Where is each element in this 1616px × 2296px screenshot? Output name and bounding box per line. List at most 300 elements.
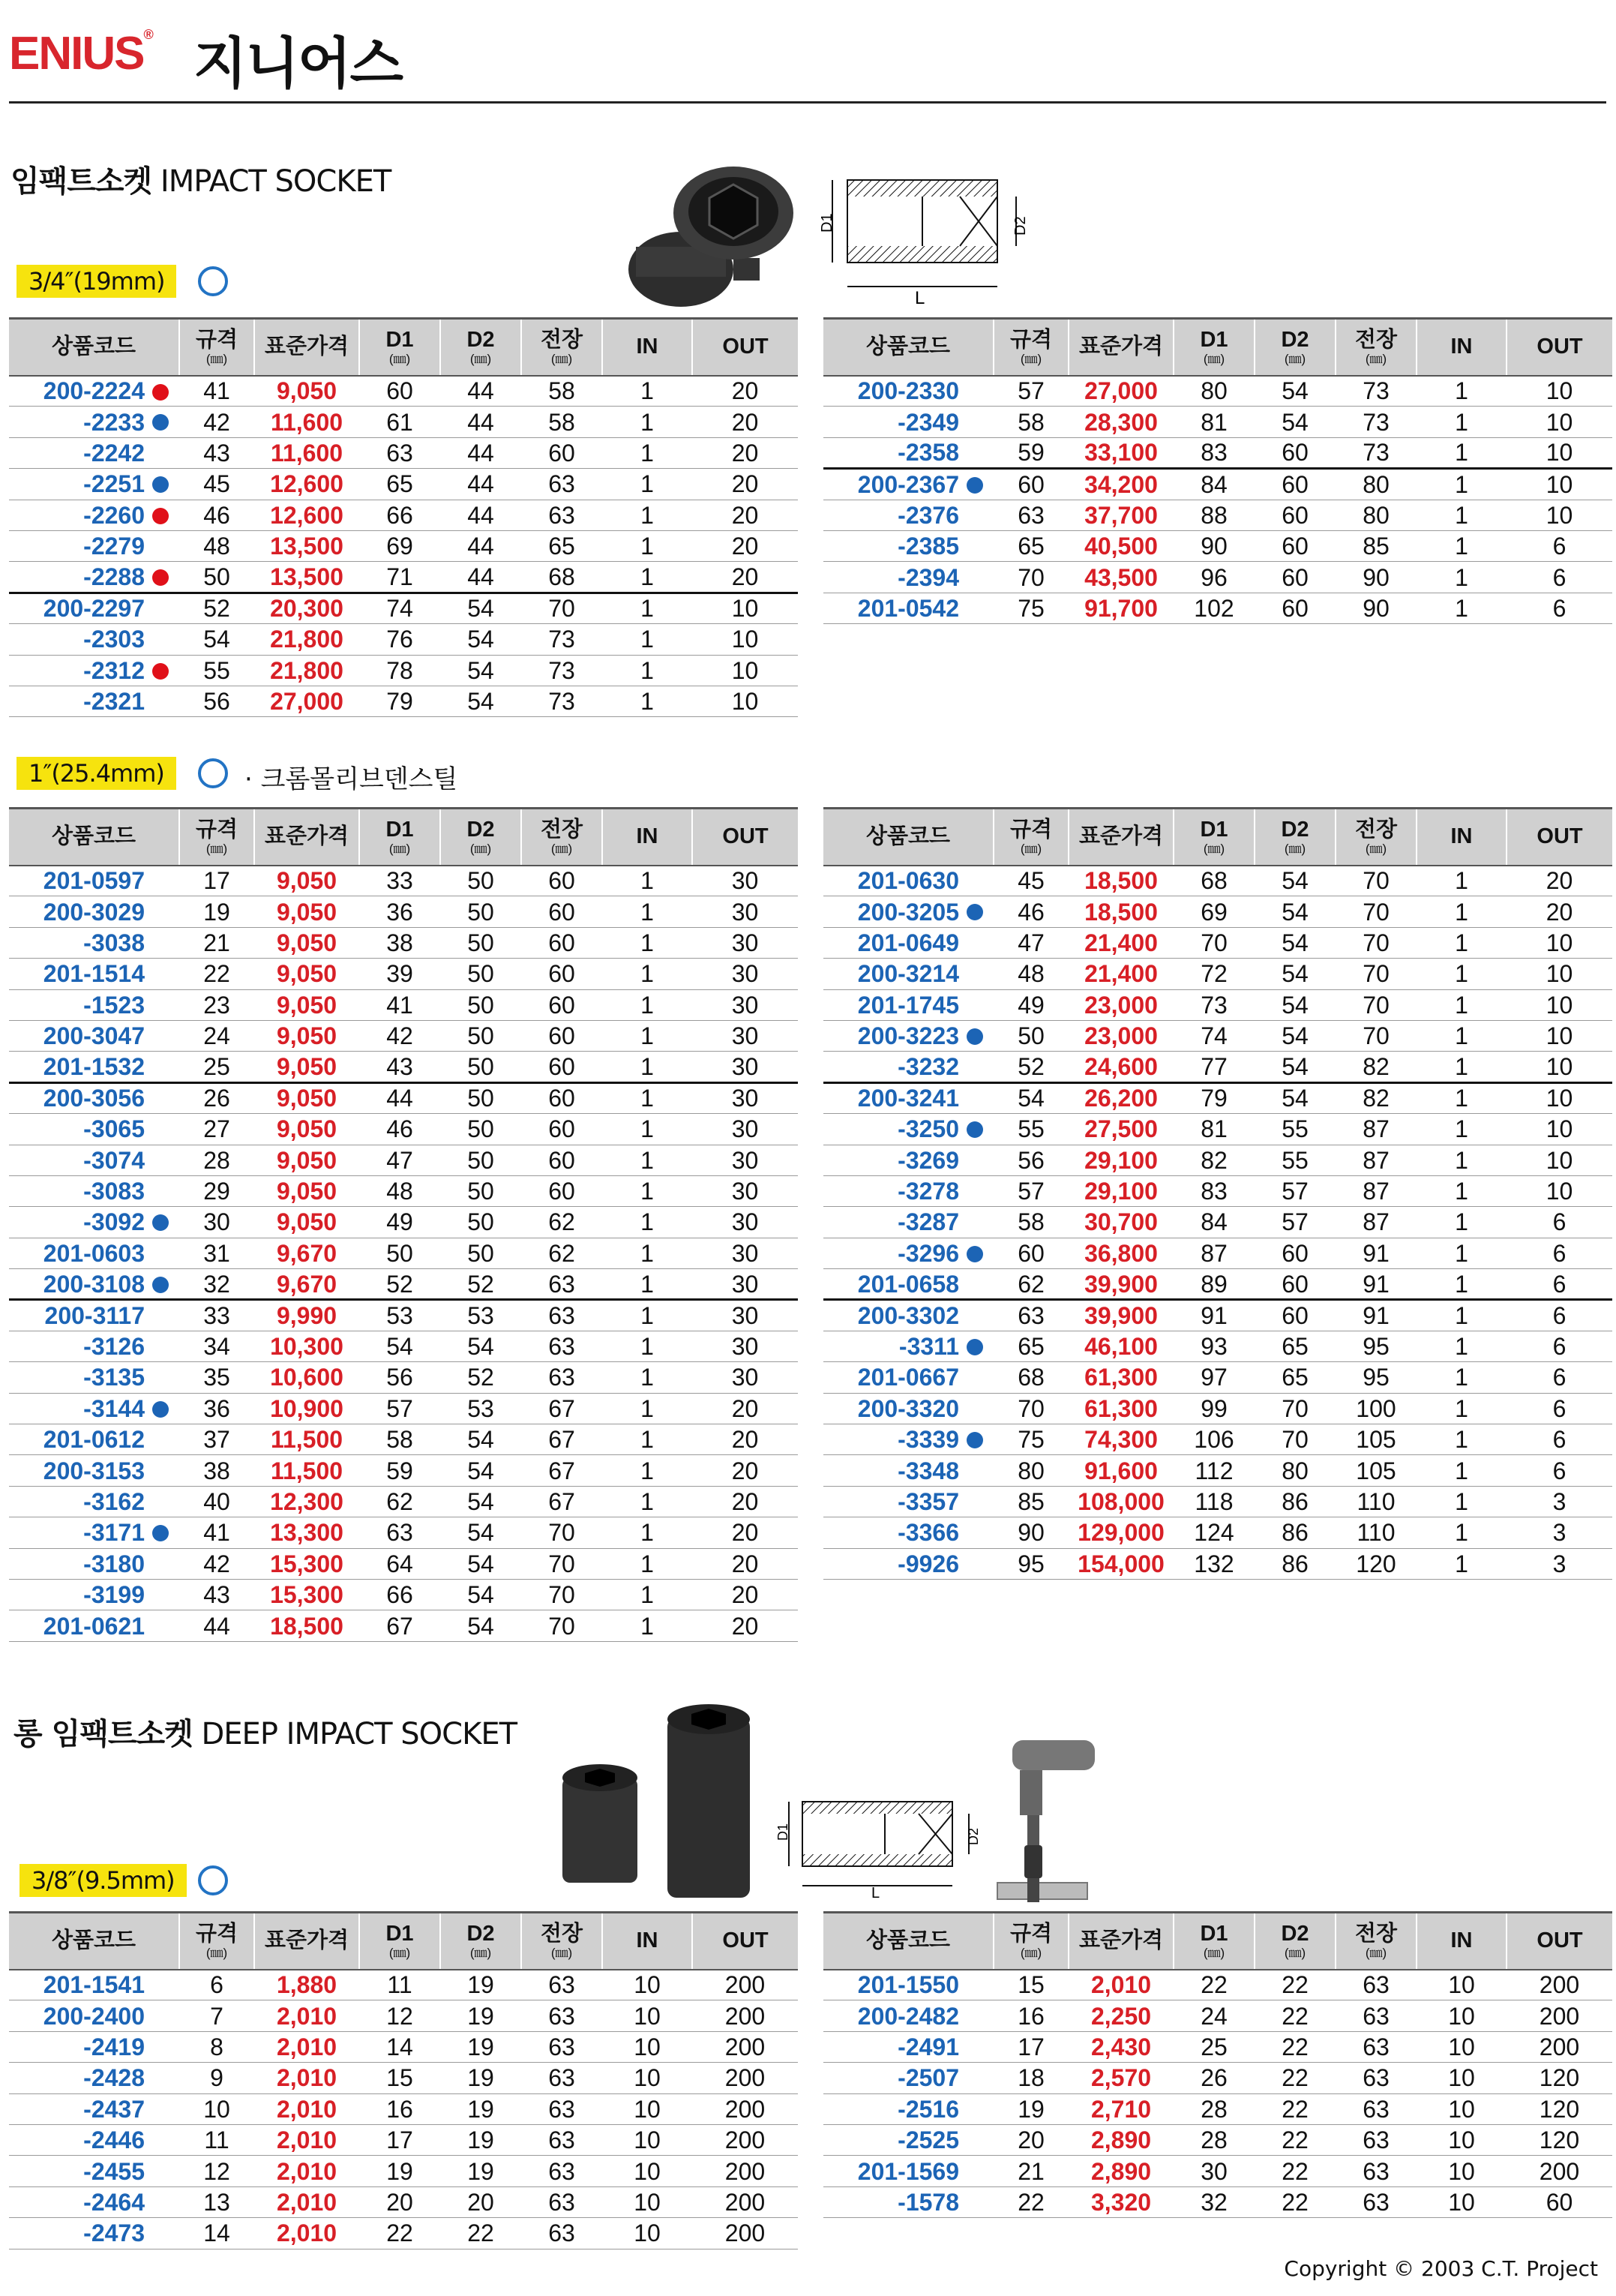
column-header-d1 <box>359 1913 440 1970</box>
cell-code <box>823 1052 994 1082</box>
cell-value: 201-0542 <box>857 594 959 622</box>
cell-value: 54 <box>1282 991 1309 1019</box>
cell-value: -3162 <box>83 1488 145 1515</box>
cell-value: 21,400 <box>1084 929 1158 956</box>
cell-value: 27,000 <box>270 688 343 716</box>
column-header-code <box>823 809 994 866</box>
table-row <box>9 2000 798 2031</box>
cell-value: 54 <box>1282 1053 1309 1081</box>
table-row <box>9 562 798 593</box>
table-row <box>823 1455 1612 1486</box>
cell-value: -2303 <box>83 626 145 653</box>
cell-value: 86 <box>1282 1488 1309 1515</box>
cell-out <box>1507 1020 1612 1051</box>
cell-value: 20,300 <box>270 595 343 623</box>
cell-size <box>994 959 1069 989</box>
column-unit-label: (㎜) <box>1020 1945 1042 1960</box>
cell-length <box>521 437 602 468</box>
deep-socket-illustration <box>555 1703 765 1905</box>
cell-value: 87 <box>1363 1178 1390 1205</box>
cell-out <box>692 686 798 716</box>
table-row <box>9 469 798 500</box>
cell-length <box>1336 1114 1417 1145</box>
cell-value: 27 <box>203 1115 230 1143</box>
cell-value: 65 <box>1282 1364 1309 1391</box>
cell-value: -3366 <box>898 1519 959 1547</box>
cell-value: 10 <box>634 2064 661 2092</box>
cell-in <box>1417 1082 1507 1113</box>
cell-value: 200-2482 <box>857 2002 959 2030</box>
cell-d2 <box>1255 1207 1336 1238</box>
cell-in <box>602 927 692 958</box>
cell-size <box>994 1362 1069 1393</box>
cell-length <box>521 2031 602 2062</box>
cell-d1 <box>1174 562 1255 593</box>
cell-value: -3180 <box>83 1550 145 1577</box>
cell-value: 110 <box>1357 1519 1396 1547</box>
cell-in <box>1417 1970 1507 2000</box>
table-row <box>823 1548 1612 1579</box>
cell-code <box>823 2093 994 2124</box>
column-unit-label: (㎜) <box>1284 351 1306 366</box>
cell-value: 54 <box>467 1426 494 1454</box>
cell-value: 91,600 <box>1084 1457 1158 1484</box>
cell-value: 1 <box>640 1519 654 1547</box>
cell-value: 1 <box>1455 929 1468 956</box>
cell-code <box>823 593 994 623</box>
column-header-size <box>179 319 254 376</box>
cell-value: -2321 <box>83 688 145 716</box>
cell-d2 <box>440 1114 521 1145</box>
cell-value: -2491 <box>898 2033 959 2060</box>
cell-size <box>179 655 254 686</box>
cell-value: 60 <box>548 867 575 895</box>
cell-value: 10 <box>634 2157 661 2185</box>
cell-d1 <box>1174 866 1255 896</box>
cell-value: 10 <box>731 626 759 653</box>
cell-out <box>692 2031 798 2062</box>
cell-length <box>521 1517 602 1548</box>
section-2-size-tag: 1″(25.4mm) <box>16 757 176 790</box>
cell-d1 <box>359 1548 440 1579</box>
cell-value: 1 <box>1455 563 1468 591</box>
cell-value: 58 <box>548 377 575 405</box>
table-row <box>823 2156 1612 2186</box>
cell-value: 70 <box>1201 929 1228 956</box>
cell-value: 77 <box>1201 1053 1228 1081</box>
column-header-label: 상품코드 <box>865 335 951 359</box>
cell-in <box>1417 2063 1507 2093</box>
cell-price <box>254 1300 359 1331</box>
cell-d2 <box>1255 1970 1336 2000</box>
cell-d2 <box>440 2218 521 2249</box>
cell-value: 9,670 <box>276 1239 337 1267</box>
cell-value: 10 <box>1546 501 1573 529</box>
cell-code <box>9 1548 179 1579</box>
column-unit-label: (㎜) <box>1365 841 1387 856</box>
column-unit-label: (㎜) <box>388 841 411 856</box>
column-header-price <box>254 1913 359 1970</box>
cell-value: 1 <box>640 1550 654 1577</box>
column-unit-label: (㎜) <box>205 841 228 856</box>
cell-d1 <box>359 1331 440 1361</box>
cell-size <box>179 407 254 437</box>
cell-value: 91 <box>1363 1302 1390 1330</box>
table-row <box>823 469 1612 500</box>
cell-value: -2260 <box>83 501 145 529</box>
cell-d1 <box>359 1424 440 1455</box>
column-header-label: OUT <box>1537 824 1583 849</box>
cell-in <box>602 2156 692 2186</box>
cell-value: 1,880 <box>276 1971 337 1999</box>
cell-value: 1 <box>640 1612 654 1640</box>
cell-value: 10 <box>1546 1053 1573 1081</box>
cell-price <box>254 1610 359 1641</box>
cell-d1 <box>359 2093 440 2124</box>
cell-value: 2,010 <box>276 2064 337 2092</box>
column-unit-label: (㎜) <box>1020 841 1042 856</box>
table-row <box>9 1362 798 1393</box>
cell-value: 40,500 <box>1084 533 1158 560</box>
cell-d2 <box>440 989 521 1020</box>
table-row <box>9 927 798 958</box>
cell-value: 15 <box>386 2064 413 2092</box>
column-header-length <box>1336 1913 1417 1970</box>
cell-value: 19 <box>467 2095 494 2123</box>
cell-d1 <box>359 407 440 437</box>
cell-value: 10 <box>731 595 759 623</box>
cell-value: 201-0612 <box>43 1426 145 1454</box>
column-header-price <box>254 809 359 866</box>
cell-out <box>692 1331 798 1361</box>
cell-length <box>521 1269 602 1300</box>
cell-value: 61 <box>386 408 413 436</box>
cell-size <box>179 1020 254 1051</box>
cell-value: 132 <box>1194 1550 1234 1577</box>
cell-value: 2,010 <box>276 2126 337 2154</box>
cell-value: 52 <box>1018 1053 1045 1081</box>
cell-code <box>9 407 179 437</box>
cell-value: 86 <box>1282 1550 1309 1577</box>
cell-value: 50 <box>467 1053 494 1081</box>
cell-value: 60 <box>548 898 575 926</box>
cell-value: 60 <box>1282 1239 1309 1267</box>
cell-value: 1 <box>640 991 654 1019</box>
cell-value: 10 <box>731 688 759 716</box>
cell-size <box>179 989 254 1020</box>
cell-value: 200-2400 <box>43 2002 145 2030</box>
cell-price <box>1069 437 1174 468</box>
cell-size <box>994 1331 1069 1361</box>
cell-value: 2,570 <box>1090 2064 1152 2092</box>
cell-value: 13,500 <box>270 563 343 591</box>
column-header-length <box>521 809 602 866</box>
cell-value: 37 <box>203 1426 230 1454</box>
cell-d2 <box>440 1300 521 1331</box>
cell-size <box>179 1362 254 1393</box>
cell-value: -2279 <box>83 533 145 560</box>
cell-d1 <box>359 655 440 686</box>
cell-code <box>823 2156 994 2186</box>
cell-value: 9,050 <box>276 1115 337 1143</box>
cell-value: 84 <box>1201 470 1228 498</box>
table-row <box>823 1175 1612 1206</box>
cell-value: 10 <box>1546 377 1573 405</box>
cell-value: 54 <box>467 1519 494 1547</box>
cell-size <box>994 1114 1069 1145</box>
cell-value: 43 <box>386 1053 413 1081</box>
cell-d1 <box>1174 1362 1255 1393</box>
cell-d1 <box>359 376 440 407</box>
cell-length <box>521 1455 602 1486</box>
table-row <box>9 2063 798 2093</box>
cell-code <box>9 896 179 927</box>
cell-value: 54 <box>467 1581 494 1609</box>
cell-value: 201-0603 <box>43 1239 145 1267</box>
cell-d1 <box>359 2156 440 2186</box>
cell-in <box>602 469 692 500</box>
cell-out <box>1507 437 1612 468</box>
cell-size <box>179 624 254 655</box>
cell-in <box>602 989 692 1020</box>
cell-value: 73 <box>1363 377 1390 405</box>
cell-value: 10 <box>1448 2033 1475 2060</box>
cell-value: 91 <box>1363 1270 1390 1298</box>
cell-value: 201-1514 <box>43 960 145 988</box>
cell-price <box>254 2218 359 2249</box>
cell-in <box>602 2093 692 2124</box>
cell-value: 70 <box>1363 898 1390 926</box>
cell-value: 6 <box>1552 533 1567 560</box>
cell-price <box>1069 1207 1174 1238</box>
table-row <box>823 2000 1612 2031</box>
cell-value: 42 <box>203 408 230 436</box>
cell-value: 28 <box>203 1146 230 1174</box>
cell-code <box>9 562 179 593</box>
cell-d2 <box>440 2031 521 2062</box>
cell-value: 63 <box>548 2002 575 2030</box>
cell-value: 30 <box>1201 2157 1228 2185</box>
cell-value: 96 <box>1201 563 1228 591</box>
cell-d1 <box>1174 1331 1255 1361</box>
cell-size <box>179 1579 254 1610</box>
cell-value: 43 <box>203 1581 230 1609</box>
cell-code <box>9 1207 179 1238</box>
cell-value: 30 <box>731 1239 759 1267</box>
table-row <box>823 1486 1612 1517</box>
cell-value: 1 <box>640 1146 654 1174</box>
cell-value: 30,700 <box>1084 1208 1158 1236</box>
cell-value: 19 <box>467 1971 494 1999</box>
cell-price <box>254 469 359 500</box>
column-header-size <box>179 809 254 866</box>
cell-d2 <box>1255 2063 1336 2093</box>
cell-code <box>823 1269 994 1300</box>
cell-value: 54 <box>1282 867 1309 895</box>
cell-d1 <box>359 866 440 896</box>
section-2-table-right <box>823 807 1612 1580</box>
cell-out <box>1507 1486 1612 1517</box>
cell-value: 10 <box>1546 470 1573 498</box>
cell-value: 52 <box>386 1270 413 1298</box>
cell-value: 43 <box>203 439 230 467</box>
cell-value: -2251 <box>83 470 145 498</box>
cell-value: 10 <box>1546 929 1573 956</box>
cell-value: 32 <box>203 1270 230 1298</box>
cell-in <box>1417 2124 1507 2155</box>
cell-code <box>823 2124 994 2155</box>
cell-size <box>994 469 1069 500</box>
cell-value: 200 <box>1539 2033 1580 2060</box>
cell-value: 54 <box>1018 1085 1045 1112</box>
cell-value: 54 <box>203 626 230 653</box>
cell-length <box>521 1238 602 1268</box>
cell-d2 <box>440 1331 521 1361</box>
red-dot-icon <box>152 508 169 524</box>
cell-price <box>1069 1300 1174 1331</box>
cell-out <box>1507 927 1612 958</box>
cell-length <box>1336 1175 1417 1206</box>
table-row <box>9 1082 798 1113</box>
column-header-label: D1 <box>385 1921 414 1946</box>
cell-size <box>179 2093 254 2124</box>
cell-value: 28 <box>1201 2095 1228 2123</box>
cell-length <box>521 2186 602 2217</box>
cell-value: 33 <box>386 867 413 895</box>
cell-value: 1 <box>1455 991 1468 1019</box>
cell-d2 <box>1255 2156 1336 2186</box>
column-header-label: OUT <box>1537 1928 1583 1953</box>
column-header-label: IN <box>1450 1928 1473 1953</box>
cell-d2 <box>1255 1362 1336 1393</box>
table-row <box>9 866 798 896</box>
cell-size <box>179 2031 254 2062</box>
cell-length <box>1336 1052 1417 1082</box>
table-row <box>9 1175 798 1206</box>
cell-value: 63 <box>1363 2002 1390 2030</box>
cell-in <box>602 1393 692 1424</box>
cell-value: 30 <box>731 1022 759 1050</box>
cell-d2 <box>440 1486 521 1517</box>
cell-d1 <box>359 530 440 561</box>
cell-price <box>254 1579 359 1610</box>
table-row <box>823 896 1612 927</box>
cell-value: 45 <box>1018 867 1045 895</box>
cell-value: 2,010 <box>276 2002 337 2030</box>
blue-dot-icon <box>967 1246 983 1262</box>
cell-code <box>823 1517 994 1548</box>
cell-value: 20 <box>731 1612 759 1640</box>
cell-value: 44 <box>467 533 494 560</box>
cell-size <box>179 1207 254 1238</box>
cell-d1 <box>1174 1517 1255 1548</box>
cell-value: 60 <box>548 439 575 467</box>
cell-in <box>602 2186 692 2217</box>
cell-value: 20 <box>731 1394 759 1422</box>
section-2-table-left <box>9 807 798 1642</box>
cell-length <box>521 1300 602 1331</box>
cell-value: 60 <box>548 929 575 956</box>
column-header-code <box>823 319 994 376</box>
cell-value: -3126 <box>83 1333 145 1361</box>
cell-value: 1 <box>640 626 654 653</box>
cell-d1 <box>1174 1114 1255 1145</box>
cell-price <box>1069 1517 1174 1548</box>
cell-size <box>994 1020 1069 1051</box>
cell-value: 10 <box>634 2126 661 2154</box>
cell-price <box>1069 1145 1174 1175</box>
column-unit-label: (㎜) <box>1203 841 1225 856</box>
cell-d1 <box>359 1300 440 1331</box>
table-row <box>9 2156 798 2186</box>
column-header-label: D2 <box>466 817 495 842</box>
cell-value: 73 <box>1363 408 1390 436</box>
cell-value: 67 <box>548 1394 575 1422</box>
cell-value: -1578 <box>898 2188 959 2216</box>
cell-value: 48 <box>203 533 230 560</box>
cell-out <box>1507 896 1612 927</box>
cell-in <box>1417 1145 1507 1175</box>
cell-value: 63 <box>548 2219 575 2247</box>
cell-value: 72 <box>1201 960 1228 988</box>
cell-price <box>1069 500 1174 530</box>
cell-size <box>179 1300 254 1331</box>
table-row <box>9 989 798 1020</box>
column-header-label: IN <box>1450 824 1473 849</box>
column-header-label: 전장 <box>1354 327 1398 352</box>
cell-d2 <box>440 1424 521 1455</box>
cell-length <box>1336 1455 1417 1486</box>
cell-size <box>994 1486 1069 1517</box>
cell-code <box>823 469 994 500</box>
cell-value: 1 <box>640 470 654 498</box>
cell-value: 11 <box>387 1971 412 1999</box>
cell-value: 2,250 <box>1090 2002 1152 2030</box>
cell-value: 1 <box>640 408 654 436</box>
cell-price <box>254 1052 359 1082</box>
cell-length <box>521 469 602 500</box>
cell-price <box>254 1145 359 1175</box>
cell-value: 201-1532 <box>43 1053 145 1081</box>
cell-price <box>254 1207 359 1238</box>
cell-value: 50 <box>467 1085 494 1112</box>
cell-value: 30 <box>731 1146 759 1174</box>
cell-out <box>1507 1331 1612 1361</box>
cell-value: 50 <box>467 1178 494 1205</box>
cell-d1 <box>359 927 440 958</box>
cell-length <box>1336 1300 1417 1331</box>
cell-value: 2,890 <box>1090 2157 1152 2185</box>
column-header-length <box>521 1913 602 1970</box>
cell-value: -3348 <box>898 1457 959 1484</box>
cell-value: 10 <box>1546 1022 1573 1050</box>
table-row <box>823 2093 1612 2124</box>
cell-value: 3,320 <box>1090 2188 1152 2216</box>
column-header-label: 규격 <box>1009 817 1053 842</box>
cell-value: 1 <box>640 563 654 591</box>
cell-length <box>521 2093 602 2124</box>
cell-value: 30 <box>731 1053 759 1081</box>
cell-size <box>994 437 1069 468</box>
cell-code <box>9 1517 179 1548</box>
cell-in <box>1417 2186 1507 2217</box>
column-header-label: 규격 <box>1009 1921 1053 1946</box>
cell-value: 9,050 <box>276 1085 337 1112</box>
cell-value: 1 <box>1455 470 1468 498</box>
cell-value: 200 <box>724 2095 766 2123</box>
cell-value: 63 <box>1363 2095 1390 2123</box>
cell-length <box>1336 1393 1417 1424</box>
